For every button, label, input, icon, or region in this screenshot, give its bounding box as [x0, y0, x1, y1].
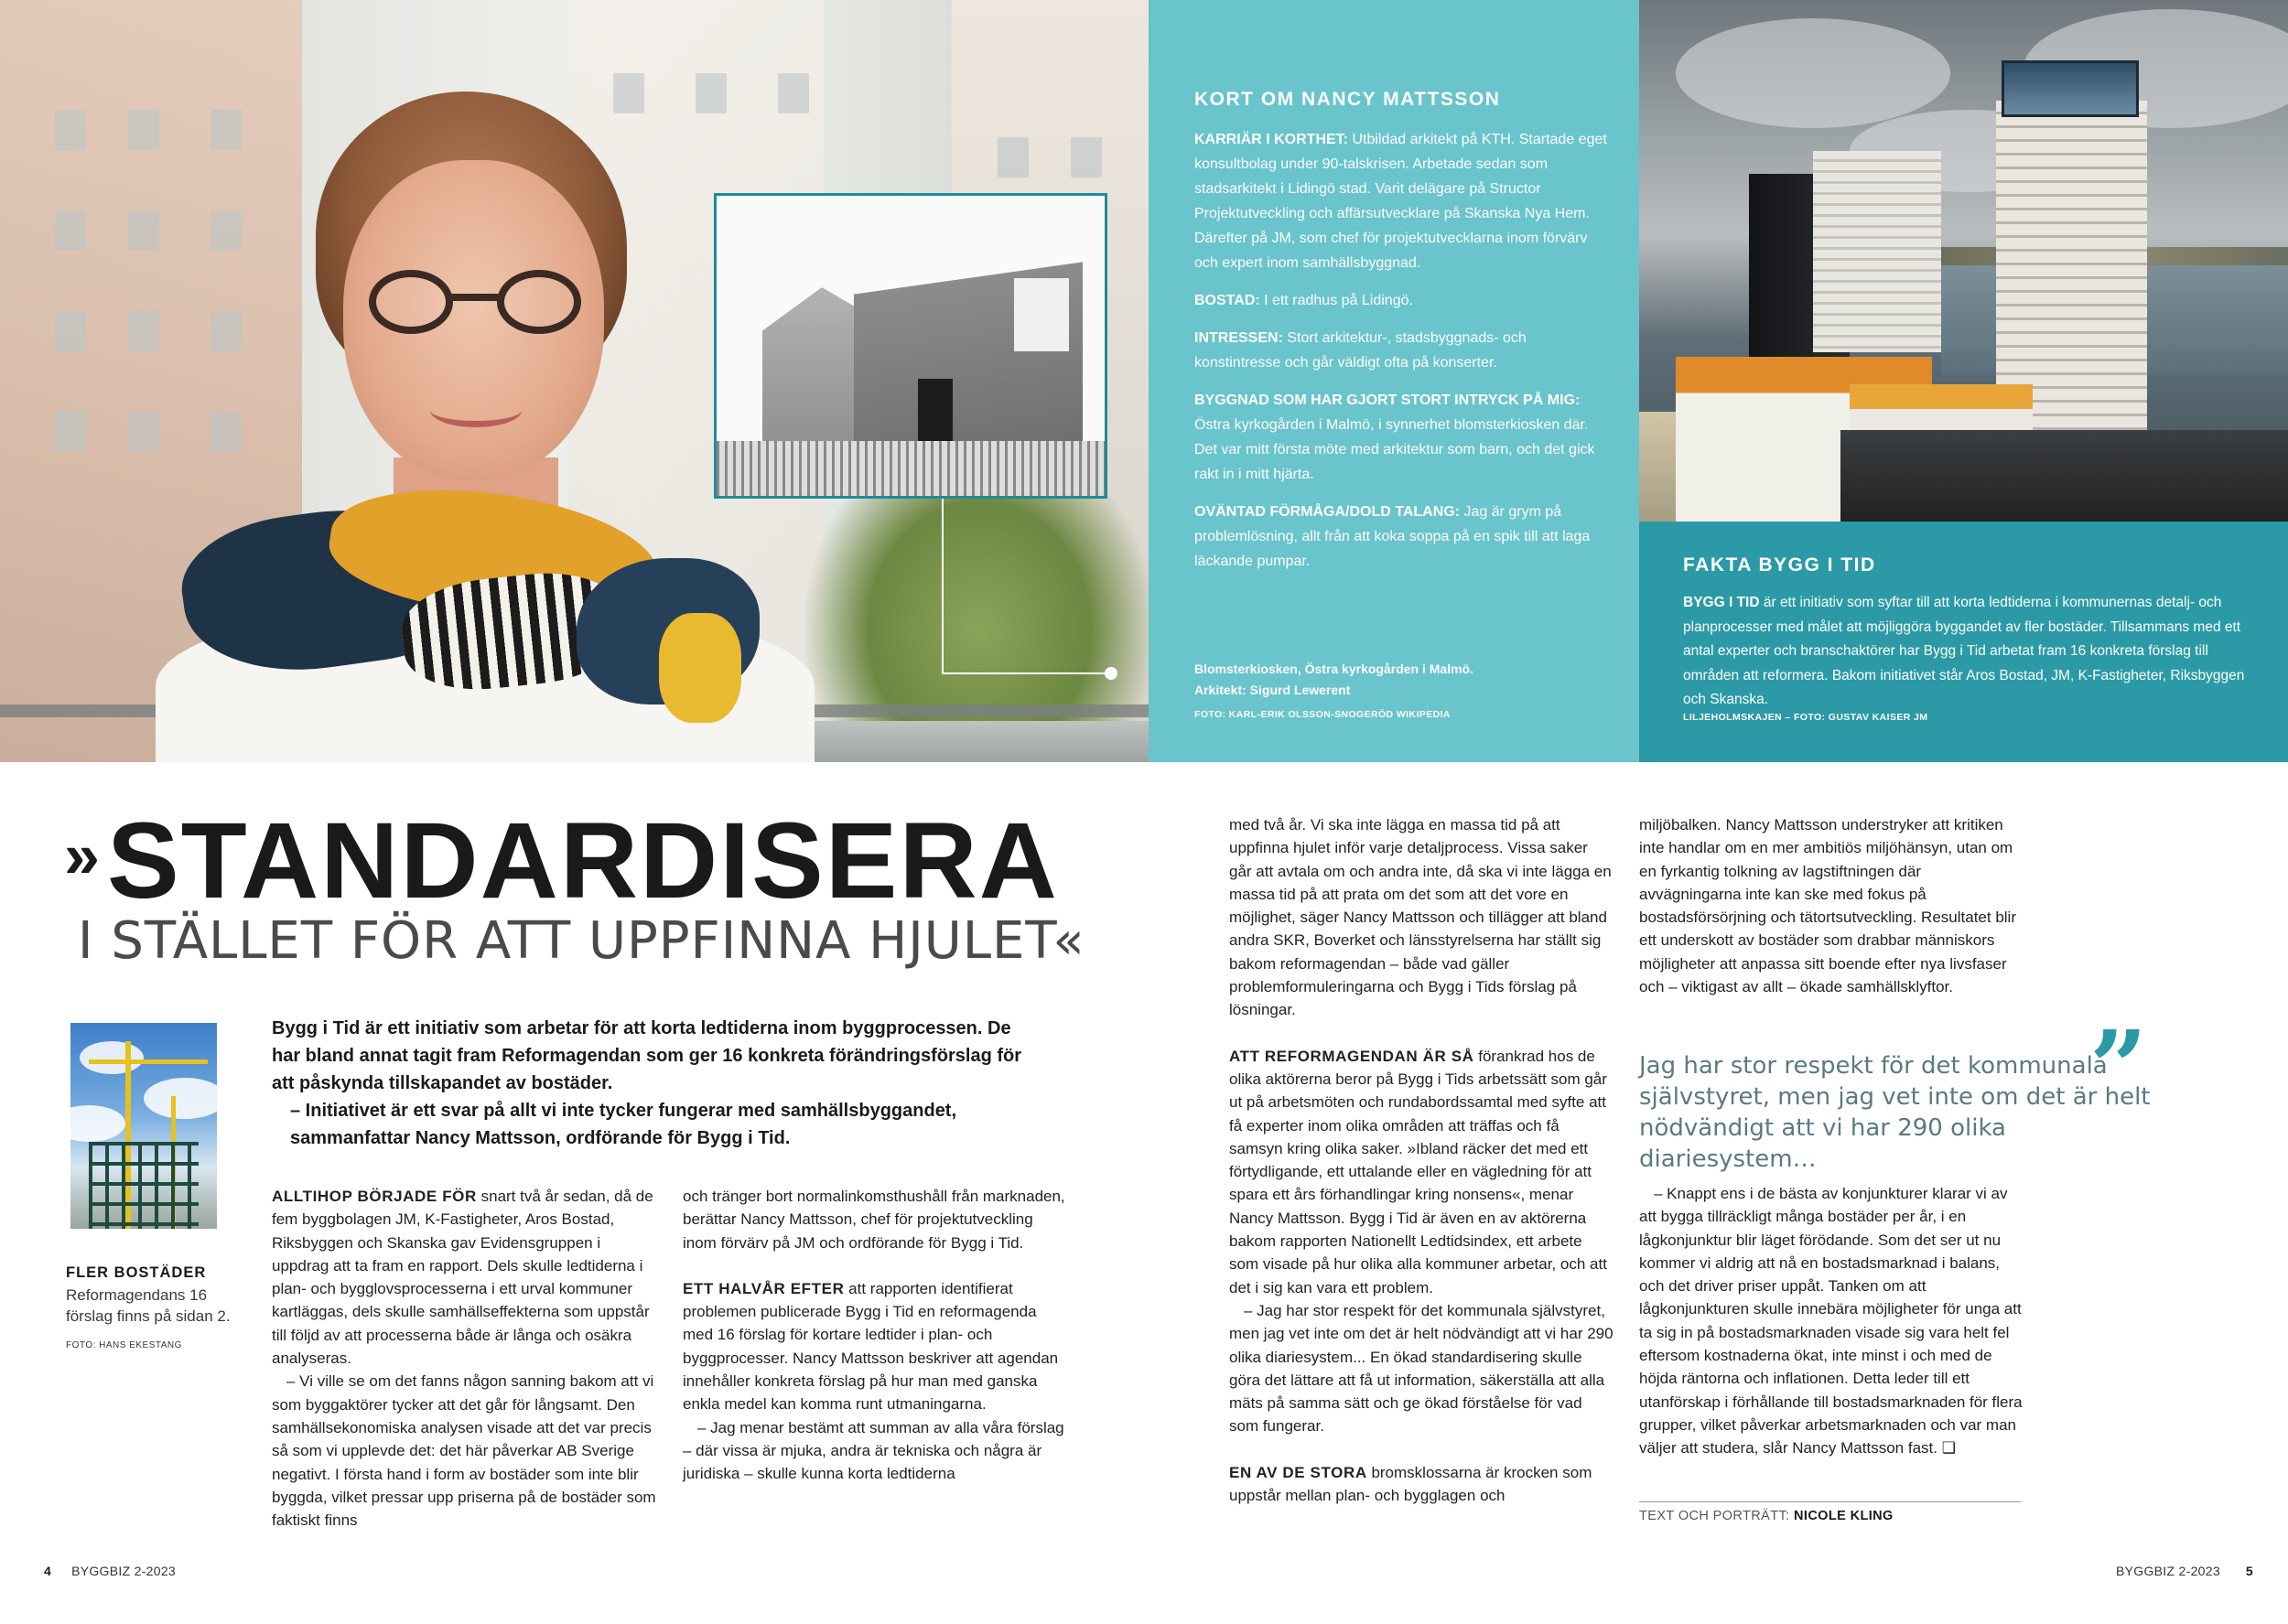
- photo-credit: FOTO: HANS EKESTANG: [66, 1339, 182, 1350]
- end-mark-icon: ❏: [1941, 1439, 1956, 1457]
- image-caption: Blomsterkiosken, Östra kyrkogården i Malmö. Arkitekt: Sigurd Lewerent: [1194, 661, 1473, 697]
- construction-crane-photo: [70, 1023, 217, 1229]
- body-column-4-continued: – Knappt ens i de bästa av konjunkturer klarar vi av att bygga tillräckligt många bostäder per år, i en lågkonjunktur blir läget förödande. Som det ser ut nu kommer vi aldrig att nå en bostadsmarknad i balans, och det driver priser uppåt. Tanken om att lågkonjunkturen skulle innebära möjligheter för unga att ta sig in på bostadsmarknaden visade sig vara helt fel eftersom kostnaderna ökat, inte minst i och med de höjda räntorna och inflationen. Detta leder till ett utanförskap i förhållande till bostadsmarknaden för flera grupper, vilket påverkar arbetsmarknaden och var man väljer att studera, slår Nancy Mattsson fast. ❏: [1639, 1185, 2023, 1457]
- fact-box-title: FAKTA BYGG I TID: [1683, 554, 1876, 575]
- factbox-item: KARRIÄR I KORTHET: Utbildad arkitekt på KTH. Startade eget konsultbolag under 90-talskrisen. Arbetade sedan som stadsarkitekt i Lidingö stad. Varit delägare på Structor Projektutveckling och affärsutvecklare på Skanska Nya Hem. Därefter på JM, som chef för projektutvecklarna inom förvärv och expert inom samhällsbyggnad.: [1194, 132, 1607, 271]
- page-number: 5: [2245, 1564, 2254, 1578]
- glasses: [369, 270, 588, 334]
- factbox-item: BOSTAD: I ett radhus på Lidingö.: [1194, 293, 1413, 308]
- caption-leader-dot: [1105, 667, 1117, 680]
- sidebar-caption-text: Reformagendans 16 förslag finns på sidan 2.: [66, 1285, 231, 1325]
- photo-credit: FOTO: KARL-ERIK OLSSON-SNOGERÖD WIKIPEDIA: [1194, 709, 1451, 720]
- page-number: 4: [44, 1564, 52, 1578]
- article-subheadline: I STÄLLET FÖR ATT UPPFINNA HJULET«: [78, 911, 1085, 971]
- factbox-title: KORT OM NANCY MATTSSON: [1194, 89, 1501, 110]
- folio-right: BYGGBIZ 2-2023 5: [2116, 1564, 2254, 1578]
- factbox-item: INTRESSEN: Stort arkitektur-, stadsbyggnads- och konstintresse och går väldigt ofta på konserter.: [1194, 330, 1527, 371]
- folio-left: 4 BYGGBIZ 2-2023: [44, 1564, 177, 1578]
- fact-box-text: BYGG I TID är ett initiativ som syftar till att korta ledtiderna i kommunernas detalj- och planprocesser med målet att möjliggöra byggandet av fler bostäder. Tillsammans med ett antal experter och branschaktörer har Bygg i Tid arbetat fram 16 konkreta förslag till områden att reformera. Bakom initiativet står Aros Bostad, JM, K-Fastigheter, Riksbyggen och Skanska.: [1683, 595, 2245, 707]
- photo-credit: LILJEHOLMSKAJEN – FOTO: GUSTAV KAISER JM: [1683, 712, 1928, 723]
- article-lead: Bygg i Tid är ett initiativ som arbetar för att korta ledtiderna inom byggprocessen. De har bland annat tagit fram Reformagendan som ger 16 konkreta förändringsförslag för att påskynda tillskapandet av bostäder. – Initiativet är ett svar på allt vi inte tycker fungerar med samhällsbyggandet, sammanfattar Nancy Mattsson, ordförande för Bygg i Tid.: [272, 1018, 1022, 1148]
- pull-quote: Jag har stor respekt för det kommunala självstyret, men jag vet inte om det är helt nödvändigt att vi har 290 olika diariesystem…: [1639, 1052, 2151, 1173]
- body-column-1: ALLTIHOP BÖRJADE FÖR snart två år sedan, då de fem byggbolagen JM, K-Fastigheter, Aros Bostad, Riksbyggen och Skanska gav Evidensgruppen i uppdrag att ta fram en rapport. Dels skulle ledtiderna i plan- och bygglovsprocesserna i ett urval kommuner kartläggas, dels skulle samhällseffekterna som uppstår till följd av att processerna både är långa och osäkra analyseras. – Vi ville se om det fanns någon sanning bakom att vi som byggaktörer tycker att det går för långsamt. Den samhällsekonomiska analysen visade att det var precis så som vi upplevde det: det här påverkar AB Sverige negativt. I första hand i form av bostäder som inte blir byggda, vilket pressar upp priserna på de bostäder som faktiskt finns: [272, 1188, 656, 1530]
- caption-leader-line: [942, 499, 944, 672]
- body-column-4: miljöbalken. Nancy Mattsson understryker att kritiken inte handlar om en mer ambitiös miljöhänsyn, utan om en fyrkantig tolkning av lagstiftningen där avvägningarna inte kan ske med fokus på bostadsförsörjning och tätortsutveckling. Resultatet blir ett underskott av bostäder som drabbar människors möjligheter att anpassa sitt boende efter nya livsfaser och – viktigast av allt – ökade samhällsklyftor.: [1639, 816, 2016, 996]
- fact-box-bygg-i-tid: [1639, 522, 2288, 762]
- divider: [1639, 1501, 2021, 1502]
- factbox-item: OVÄNTAD FÖRMÅGA/DOLD TALANG: Jag är grym på problemlösning, allt från att koka soppa på en spik till att laga läckande pumpar.: [1194, 504, 1591, 569]
- byline: TEXT OCH PORTRÄTT: NICOLE KLING: [1639, 1509, 1894, 1523]
- caption-leader-line: [942, 672, 1111, 674]
- profile-factbox: [1149, 0, 1639, 762]
- scarf: [183, 494, 787, 759]
- quote-mark-icon: ”: [2089, 1008, 2148, 1126]
- liljeholmskajen-photo: [1639, 0, 2288, 522]
- article-headline: »STANDARDISERA: [64, 801, 1059, 921]
- sidebar-caption: [66, 1263, 231, 1356]
- body-column-3: med två år. Vi ska inte lägga en massa tid på att uppfinna hjulet inför varje detaljprocess. Vissa saker går att avtala om och andra inte, då ska vi inte lägga en massa tid på att prata om det som att det vore en möjlighet, säger Nancy Mattsson och tillägger att bland andra SKR, Boverket och länsstyrelserna har ställt sig bakom reformagendan – både vad gäller problemformuleringarna och Bygg i Tids förslag på lösningar. ATT REFORMAGENDAN ÄR SÅ förankrad hos de olika aktörerna beror på Bygg i Tids arbetssätt som går ut på arbetsmöten och rundabordssamtal med syfte att få experter inom olika områden att träffas och få samsyn kring olika saker. »Ibland räcker det med ett förtydligande, ett uttalande eller en vägledning för att spara ett års förhandlingar kring nonsens«, menar Nancy Mattsson. Bygg i Tid är även en av aktörerna bakom rapporten Nationellt Ledtidsindex, ett arbete som visade på hur olika alla kommuner arbetar, och att det i sig kan vara ett problem. – Jag har stor respekt för det kommunala självstyret, men jag vet inte om det är helt nödvändigt att vi har 290 olika diariesystem... En ökad standardisering skulle göra det lättare att få ut information, säkerställa att alla mäts på samma sätt och ge ökad förståelse för vad som fungerar. EN AV DE STORA bromsklossarna är krocken som uppstår mellan plan- och bygglagen och: [1229, 816, 1613, 1505]
- body-column-2: och tränger bort normalinkomsthushåll från marknaden, berättar Nancy Mattsson, chef för projektutveckling inom förvärv på JM och ordförande för Bygg i Tid. ETT HALVÅR EFTER att rapporten identifierat problemen publicerade Bygg i Tid en reformagenda med 16 förslag för kortare ledtider i plan- och byggprocesser. Nancy Mattsson beskriver att agendan innehåller konkreta förslag på hur man med ganska enkla medel kan komma runt utmaningarna. – Jag menar bestämt att summan av alla våra förslag – där vissa är mjuka, andra är tekniska och några är juridiska – skulle kunna korta ledtiderna: [683, 1188, 1065, 1483]
- factbox-item: BYGGNAD SOM HAR GJORT STORT INTRYCK PÅ MIG: Östra kyrkogården i Malmö, i synnerhet blomsterkiosken där. Det var mitt första möte med arkitektur som barn, och det gick rakt in i mitt hjärta.: [1194, 393, 1595, 482]
- sidebar-caption-title: FLER BOSTÄDER: [66, 1264, 207, 1281]
- kiosk-inset-photo: [714, 193, 1107, 499]
